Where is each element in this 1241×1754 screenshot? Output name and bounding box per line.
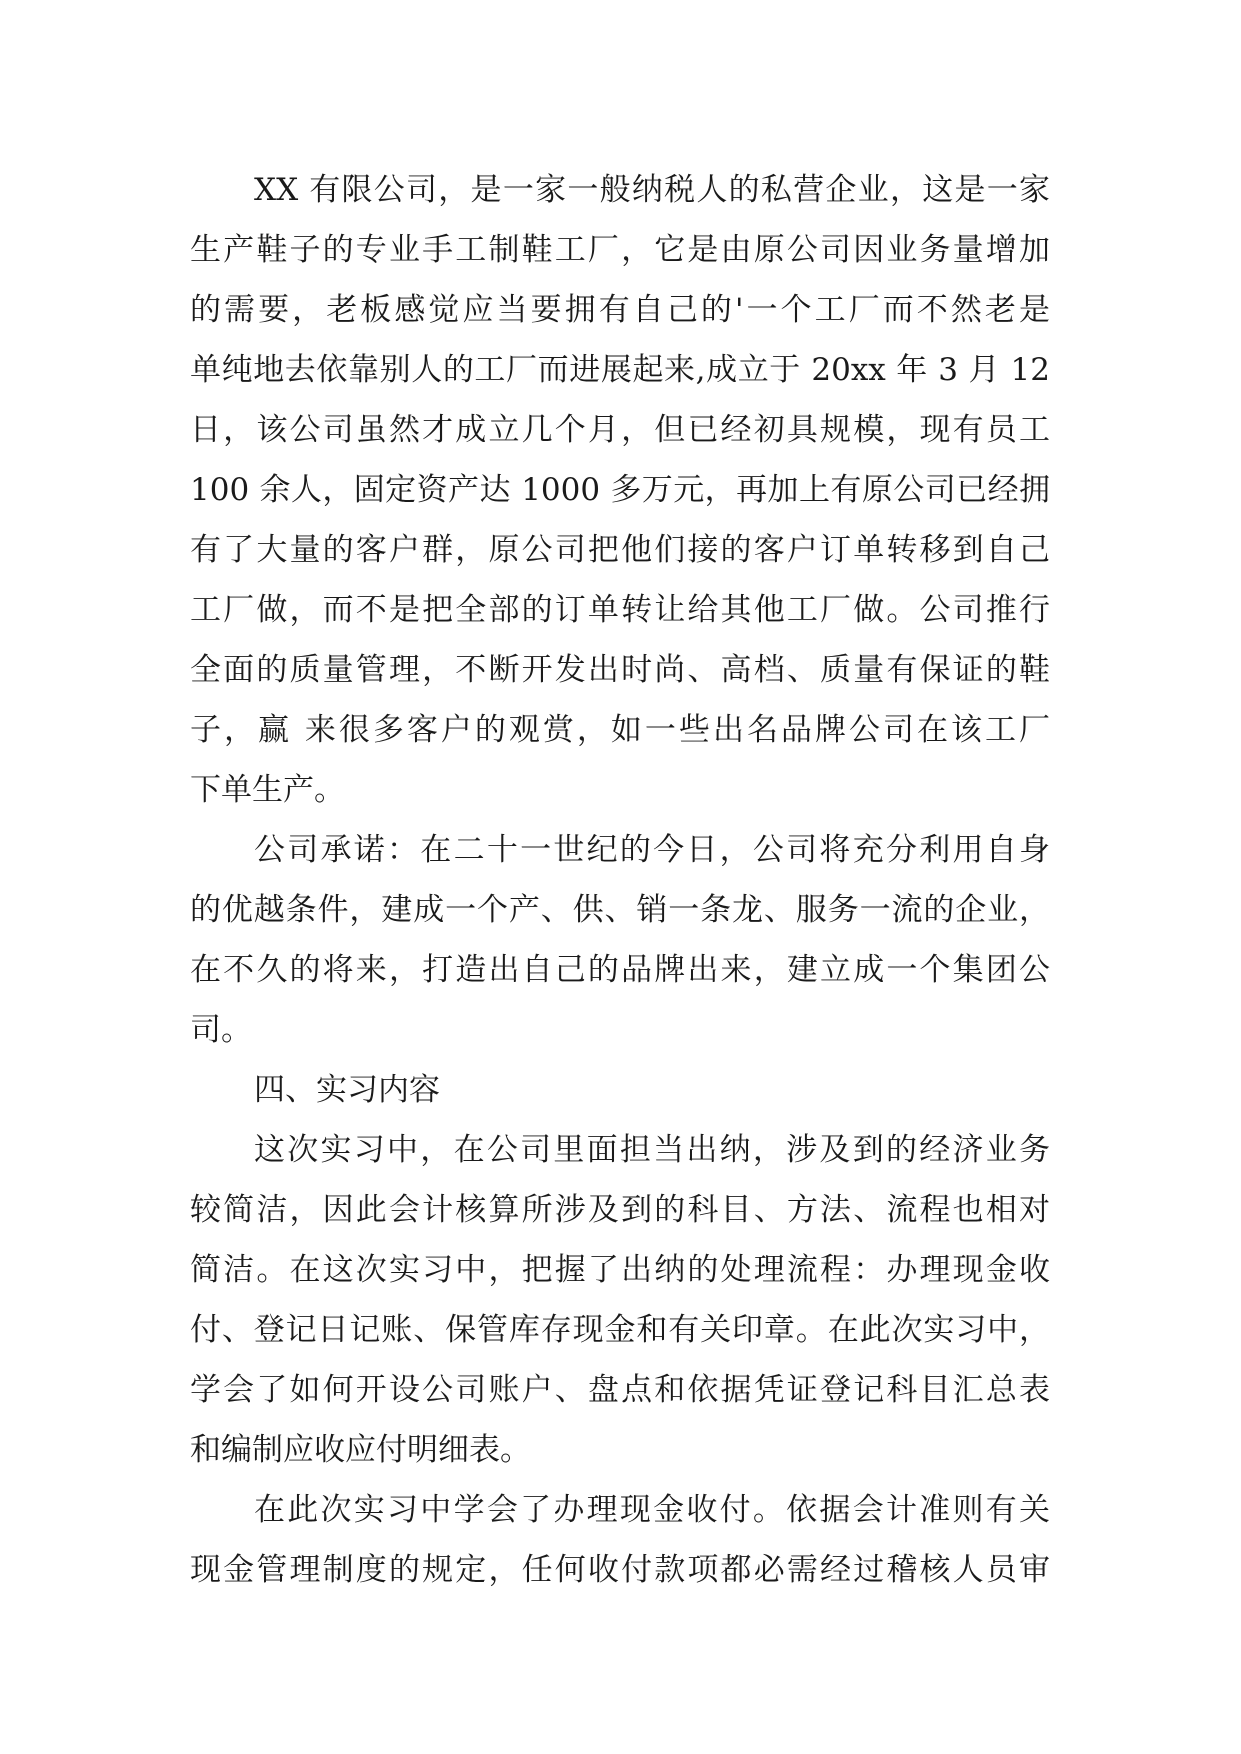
- paragraph-line: 公司承诺：在二十一世纪的今日，公司将充分利用自身: [254, 832, 1050, 868]
- paragraph-line: 有了大量的客户群，原公司把他们接的客户订单转移到自己: [190, 532, 1050, 568]
- paragraph-line: 在此次实习中学会了办理现金收付。依据会计准则有关: [254, 1492, 1050, 1528]
- section-heading: 四、实习内容: [254, 1072, 440, 1108]
- document-body: [190, 160, 1050, 1600]
- paragraph-line: 工厂做，而不是把全部的订单转让给其他工厂做。公司推行: [190, 592, 1050, 628]
- paragraph-line: 这次实习中，在公司里面担当出纳，涉及到的经济业务: [254, 1132, 1050, 1168]
- paragraph-line: 付、登记日记账、保管库存现金和有关印章。在此次实习中，: [190, 1312, 1050, 1348]
- paragraph-line: 在不久的将来，打造出自己的品牌出来，建立成一个集团公: [190, 952, 1050, 988]
- paragraph-line: 生产鞋子的专业手工制鞋工厂，它是由原公司因业务量增加: [190, 232, 1050, 268]
- paragraph-line: 较简洁，因此会计核算所涉及到的科目、方法、流程也相对: [190, 1192, 1050, 1228]
- paragraph-line: 简洁。在这次实习中，把握了出纳的处理流程：办理现金收: [190, 1252, 1050, 1288]
- paragraph-line: 下单生产。: [190, 772, 345, 808]
- paragraph-line: 单纯地去依靠别人的工厂而进展起来,成立于 20xx 年 3 月 12: [190, 352, 1050, 388]
- paragraph-line: 司。: [190, 1012, 252, 1048]
- paragraph-line: 的优越条件，建成一个产、供、销一条龙、服务一流的企业，: [190, 892, 1050, 928]
- paragraph-line: 子，赢 来很多客户的观赏，如一些出名品牌公司在该工厂: [190, 712, 1050, 748]
- paragraph-line: 和编制应收应付明细表。: [190, 1432, 531, 1468]
- paragraph-line: 现金管理制度的规定，任何收付款项都必需经过稽核人员审: [190, 1552, 1050, 1588]
- paragraph-line: 100 余人，固定资产达 1000 多万元，再加上有原公司已经拥: [190, 472, 1050, 508]
- paragraph-line: 日，该公司虽然才成立几个月，但已经初具规模，现有员工: [190, 412, 1050, 448]
- paragraph-line: XX 有限公司，是一家一般纳税人的私营企业，这是一家: [254, 172, 1050, 208]
- paragraph-line: 全面的质量管理，不断开发出时尚、高档、质量有保证的鞋: [190, 652, 1050, 688]
- paragraph-line: 学会了如何开设公司账户、盘点和依据凭证登记科目汇总表: [190, 1372, 1050, 1408]
- paragraph-line: 的需要，老板感觉应当要拥有自己的'一个工厂而不然老是: [190, 292, 1050, 328]
